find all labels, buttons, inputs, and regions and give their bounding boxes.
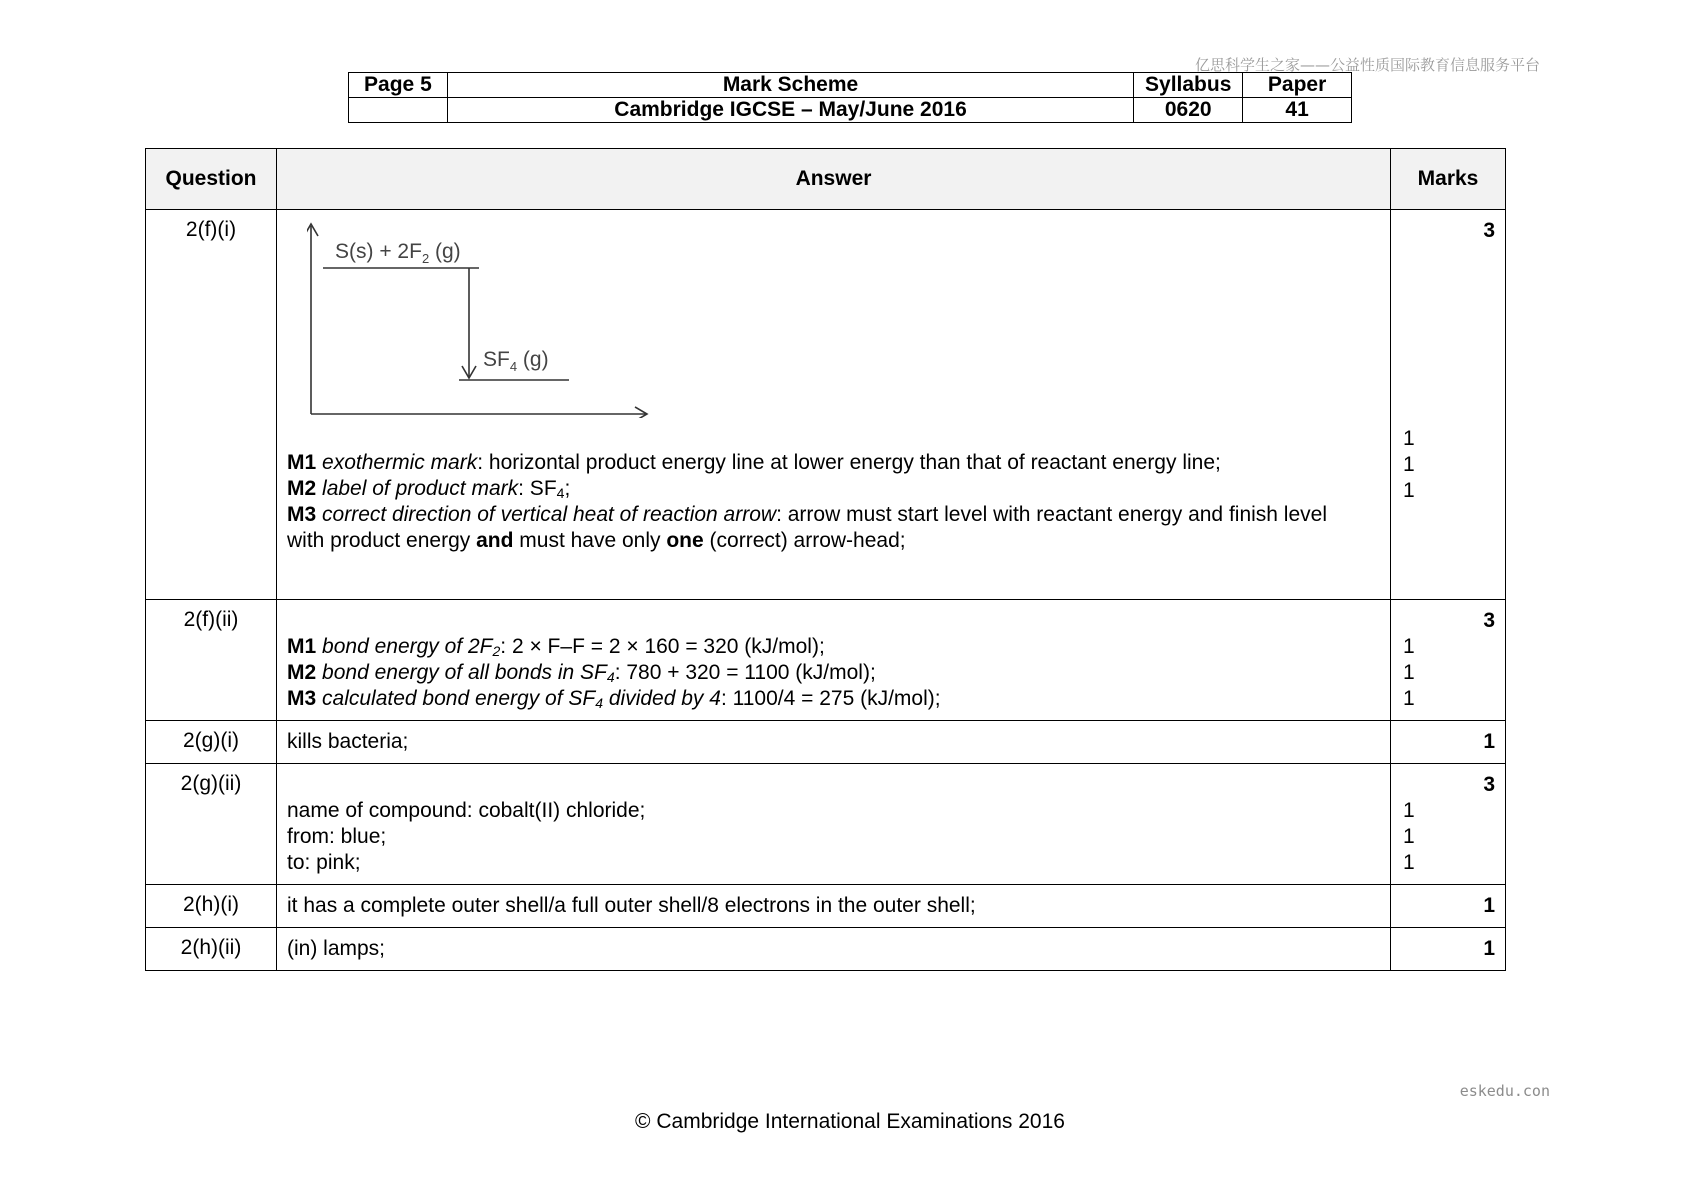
total-marks: 1 (1483, 937, 1495, 960)
sub-mark: 1 (1403, 851, 1415, 874)
product-label: $SF_4$ (g) (483, 348, 549, 374)
answer-line: M3 calculated bond energy of $SF_4$ divided by 4: 1100/4 = 275 (kJ/mol); (287, 687, 941, 711)
marks-cell (1391, 764, 1506, 885)
answer-line: name of compound: cobalt(II) chloride; (287, 799, 646, 822)
answer-line: M1 exothermic mark: horizontal product energy line at lower energy than that of reactant energy line; (287, 451, 1221, 474)
table-row (146, 721, 1506, 764)
sub-mark: 1 (1403, 687, 1415, 710)
marks-cell (1391, 885, 1506, 928)
answer-line: with product energy and must have only one (correct) arrow-head; (287, 529, 906, 552)
question-id: 2(f)(ii) (146, 600, 277, 721)
answer-cell (277, 600, 1391, 721)
marks-cell (1391, 600, 1506, 721)
reactant-label: $S(s) + 2F_2$ (g) (335, 240, 461, 266)
table-row (146, 885, 1506, 928)
answer-cell: it has a complete outer shell/a full outer shell/8 electrons in the outer shell; (277, 885, 1391, 928)
sub-mark: 1 (1403, 661, 1415, 684)
marks-cell (1391, 721, 1506, 764)
marks-cell (1391, 210, 1506, 600)
header-empty-cell (349, 98, 448, 123)
table-row (146, 210, 1506, 600)
table-row (146, 764, 1506, 885)
watermark-top: 亿思科学生之家——公益性质国际教育信息服务平台 (1194, 56, 1540, 74)
answer-header: Answer (277, 149, 1391, 210)
answer-line: M2 label of product mark: $SF_4$; (287, 477, 571, 501)
answer-table (145, 148, 1506, 971)
paper-label: Paper (1243, 73, 1352, 98)
question-id: 2(g)(i) (146, 721, 277, 764)
sub-mark: 1 (1403, 799, 1415, 822)
watermark-bottom: eskedu.con (1459, 1082, 1550, 1100)
marks-cell (1391, 928, 1506, 971)
answer-cell (277, 764, 1391, 885)
table-row (146, 600, 1506, 721)
total-marks: 3 (1483, 773, 1495, 796)
paper-number: 41 (1243, 98, 1352, 123)
question-id: 2(h)(i) (146, 885, 277, 928)
syllabus-code: 0620 (1134, 98, 1243, 123)
energy-axis-arrowhead (307, 224, 318, 236)
sub-mark: 1 (1403, 635, 1415, 658)
mark-scheme-header (348, 72, 1352, 123)
question-id: 2(h)(ii) (146, 928, 277, 971)
exam-name: Cambridge IGCSE – May/June 2016 (447, 98, 1133, 123)
answer-cell: (in) lamps; (277, 928, 1391, 971)
sub-mark: 1 (1403, 825, 1415, 848)
total-marks: 3 (1483, 219, 1495, 242)
table-header-row (146, 149, 1506, 210)
answer-line: M1 bond energy of $2F_2$: 2 × F–F = 2 × 160 = 320 (kJ/mol); (287, 635, 825, 659)
progress-axis-arrowhead (635, 407, 647, 418)
answer-line: M2 bond energy of all bonds in $SF_4$: 780 + 320 = 1100 (kJ/mol); (287, 661, 876, 685)
syllabus-label: Syllabus (1134, 73, 1243, 98)
sub-mark: 1 (1403, 453, 1415, 476)
table-row (146, 928, 1506, 971)
question-header: Question (146, 149, 277, 210)
total-marks: 1 (1483, 894, 1495, 917)
sub-mark: 1 (1403, 427, 1415, 450)
copyright-footer: © Cambridge International Examinations 2016 (635, 1110, 1065, 1133)
page-number: Page 5 (349, 73, 448, 98)
header-title: Mark Scheme (447, 73, 1133, 98)
answer-line: M3 correct direction of vertical heat of reaction arrow: arrow must start level with reactant energy and finish level (287, 503, 1327, 526)
marks-header: Marks (1391, 149, 1506, 210)
total-marks: 3 (1483, 609, 1495, 632)
sub-mark: 1 (1403, 479, 1415, 502)
total-marks: 1 (1483, 730, 1495, 753)
answer-cell: kills bacteria; (277, 721, 1391, 764)
answer-line: from: blue; (287, 825, 387, 848)
answer-cell (277, 210, 1391, 600)
question-id: 2(g)(ii) (146, 764, 277, 885)
answer-line: to: pink; (287, 851, 361, 874)
energy-level-diagram (307, 218, 667, 418)
question-id: 2(f)(i) (146, 210, 277, 600)
